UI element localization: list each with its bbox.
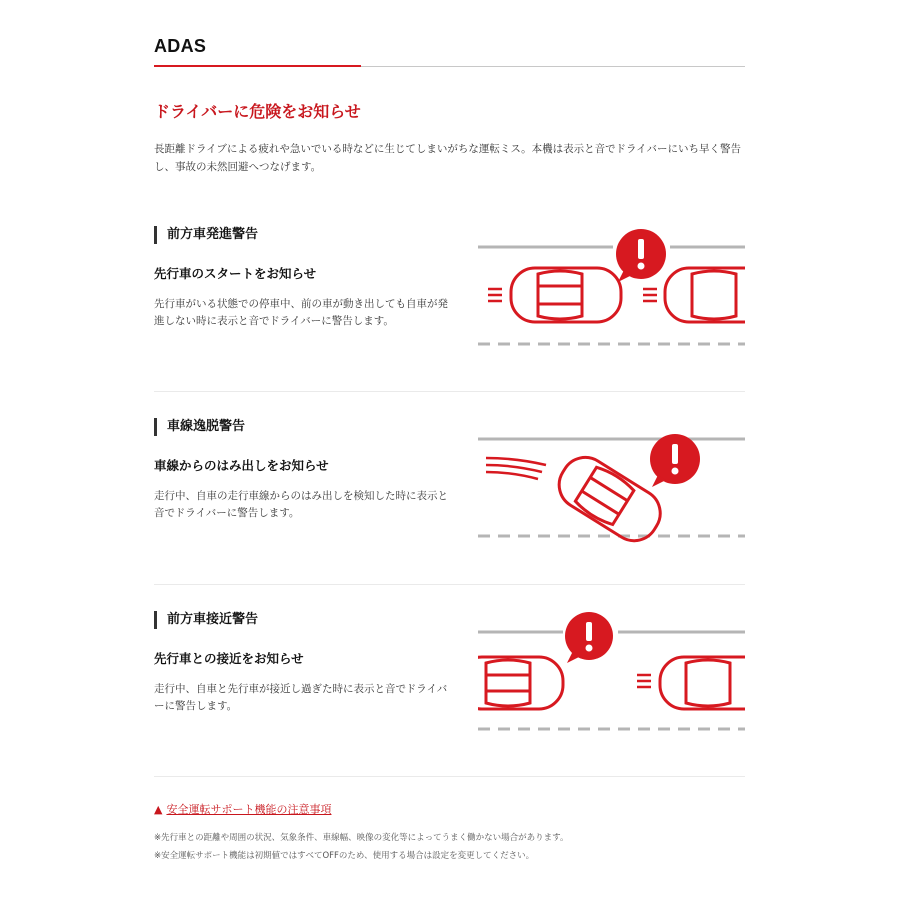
safety-notice-link[interactable]: 安全運転サポート機能の注意事項 [166, 803, 332, 816]
feature-subheading: 車線からのはみ出しをお知らせ [154, 458, 329, 473]
feature-description: 走行中、自車と先行車が接近し過ぎた時に表示と音でドライバーに警告します。 [154, 683, 448, 712]
feature-description: 走行中、自車の走行車線からのはみ出しを検知した時に表示と音でドライバーに警告します。 [154, 490, 448, 519]
alert-icon [565, 612, 613, 663]
own-car-icon [478, 657, 563, 709]
feature-description: 先行車がいる状態での停車中、前の車が動き出しても自車が発進しない時に表示と音でドライバーに警告します。 [154, 298, 448, 327]
footnote: ※先行車との距離や周囲の状況、気象条件、車線幅、映像の変化等によってうまく働かない場合があります。 [154, 833, 569, 843]
intro-text: 長距離ドライブによる疲れや急いでいる時などに生じてしまいがちな運転ミス。本機は表示と音でドライバーにいち早く警告し、事故の未然回避へつなげます。 [154, 143, 741, 173]
alert-icon [650, 434, 700, 487]
warning-triangle-icon: ▲ [154, 803, 163, 816]
adas-page [154, 0, 745, 900]
lane-departure-illustration [478, 418, 745, 548]
feature-subheading: 先行車との接近をお知らせ [154, 651, 304, 666]
motion-lines-icon [643, 289, 657, 301]
own-car-icon [511, 268, 621, 322]
alert-icon [616, 229, 666, 282]
title-accent-bar [154, 65, 361, 67]
footnote: ※安全運転サポート機能は初期値ではすべてOFFのため、使用する場合は設定を変更してください。 [154, 851, 535, 861]
motion-lines-icon [488, 289, 502, 301]
lead-car-icon [660, 657, 745, 709]
front-collision-illustration [478, 611, 745, 741]
lead-car-icon [665, 268, 745, 322]
feature-subheading: 先行車のスタートをお知らせ [154, 266, 317, 281]
section-separator [154, 776, 745, 777]
motion-lines-icon [637, 675, 651, 687]
safety-notice [154, 801, 331, 817]
section-title: ADAS [154, 36, 207, 56]
feature-heading: 車線逸脱警告 [154, 418, 245, 436]
headline: ドライバーに危険をお知らせ [154, 102, 361, 121]
front-start-illustration [478, 226, 745, 356]
section-separator [154, 584, 745, 585]
feature-heading: 前方車接近警告 [154, 611, 258, 629]
section-separator [154, 391, 745, 392]
motion-lines-icon [486, 458, 546, 479]
feature-heading: 前方車発進警告 [154, 226, 258, 244]
